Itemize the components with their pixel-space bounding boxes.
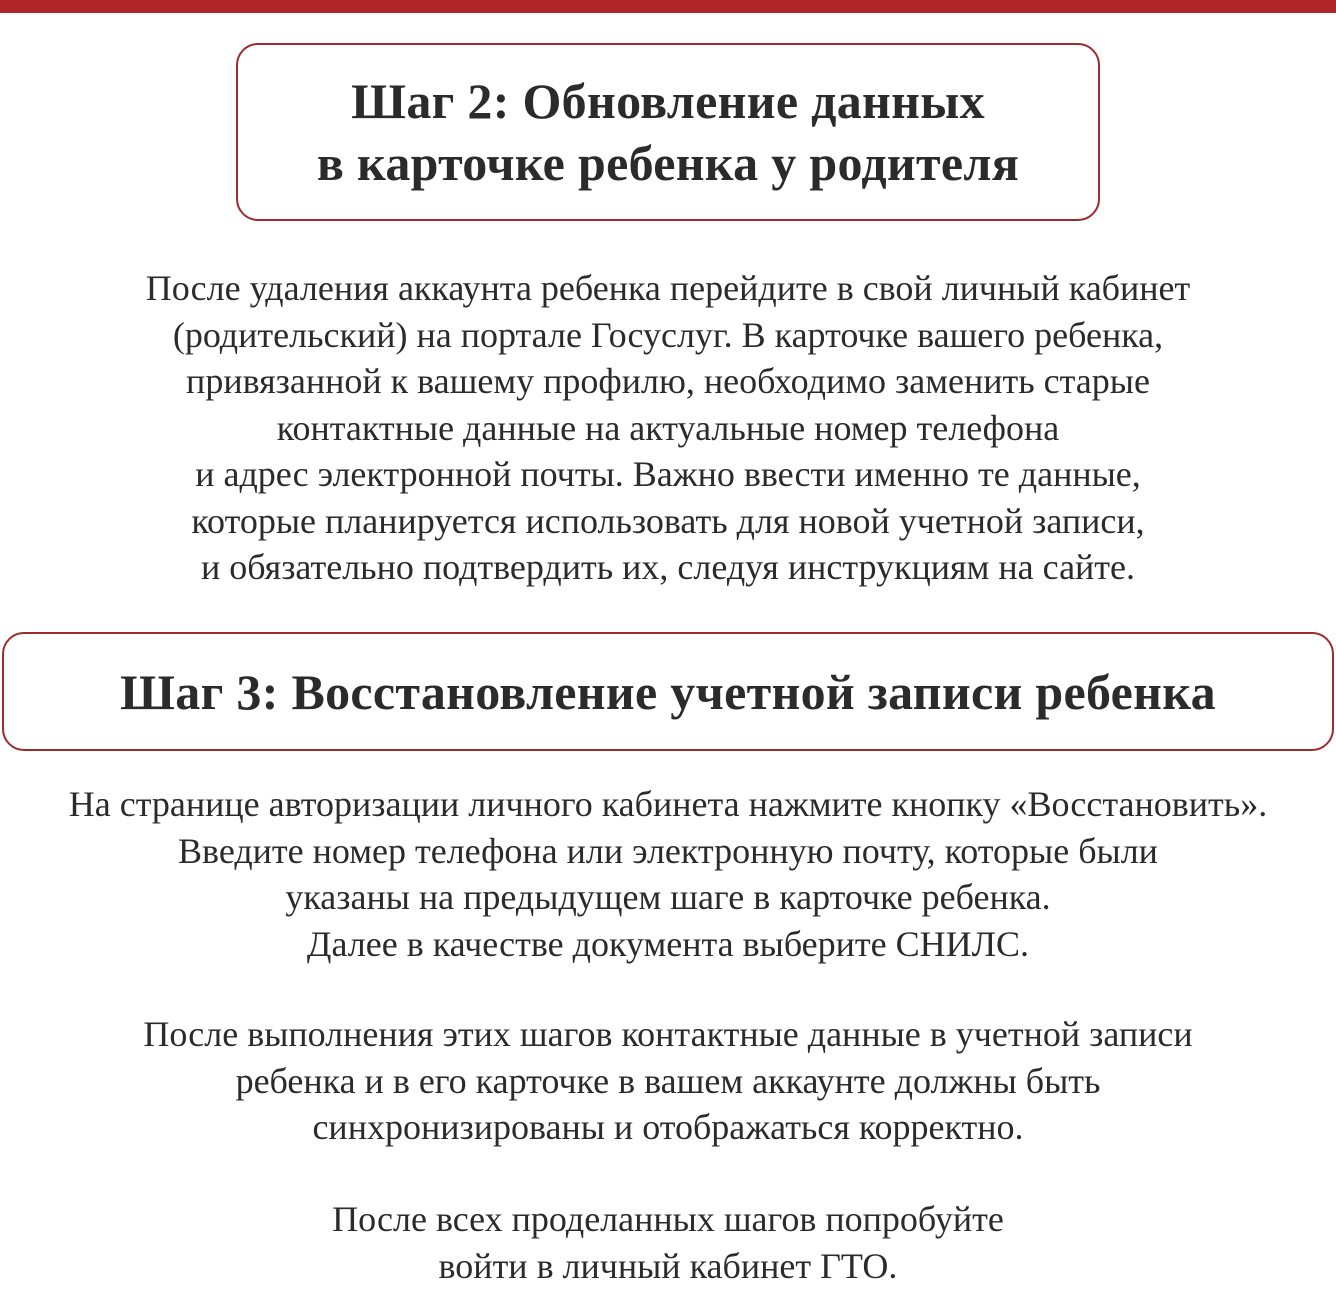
step2-body-line: и обязательно подтвердить их, следуя инструкциям на сайте.: [200, 547, 1136, 587]
step2-body-line: которые планируется использовать для новой учетной записи,: [191, 500, 1145, 541]
top-accent-bar: [0, 0, 1336, 13]
step3-heading: [120, 661, 1216, 723]
final-note-line: После всех проделанных шагов попробуйте: [332, 1199, 1004, 1239]
step2-body-line: контактные данные на актуальные номер телефона: [276, 407, 1060, 448]
step2-heading-line: Шаг 2: Обновление данных: [351, 73, 985, 129]
step3-body-line: указаны на предыдущем шаге в карточке ребенка.: [285, 877, 1051, 917]
step2-heading: [317, 70, 1019, 194]
sync-note-line: синхронизированы и отображаться корректно.: [312, 1107, 1024, 1147]
step3-heading-box: [2, 632, 1334, 751]
step3-body-line: Далее в качестве документа выберите СНИЛС.: [306, 923, 1030, 964]
step3-body-line: На странице авторизации личного кабинета нажмите кнопку «Восстановить».: [68, 784, 1268, 824]
step3-body-line: Введите номер телефона или электронную почту, которые были: [178, 830, 1158, 871]
step2-body-line: (родительский) на портале Госуслуг. В карточке вашего ребенка,: [172, 314, 1164, 355]
sync-note-line: После выполнения этих шагов контактные данные в учетной записи: [143, 1014, 1193, 1054]
step3-body: [0, 781, 1336, 967]
step2-heading-line: в карточке ребенка у родителя: [316, 135, 1020, 191]
step2-body-line: привязанной к вашему профилю, необходимо заменить старые: [186, 361, 1150, 401]
final-note: [0, 1196, 1336, 1289]
sync-note-line: ребенка и в его карточке в вашем аккаунте должны быть: [235, 1060, 1101, 1101]
step2-body-line: и адрес электронной почты. Важно ввести именно те данные,: [195, 454, 1141, 494]
step3-heading-line: Шаг 3: Восстановление учетной записи ребенка: [120, 663, 1216, 720]
step2-body: [0, 265, 1336, 591]
step2-body-line: После удаления аккаунта ребенка перейдите в свой личный кабинет: [145, 268, 1191, 308]
final-note-line: войти в личный кабинет ГТО.: [438, 1245, 898, 1286]
sync-note: [0, 1011, 1336, 1151]
step2-heading-box: [236, 43, 1100, 221]
